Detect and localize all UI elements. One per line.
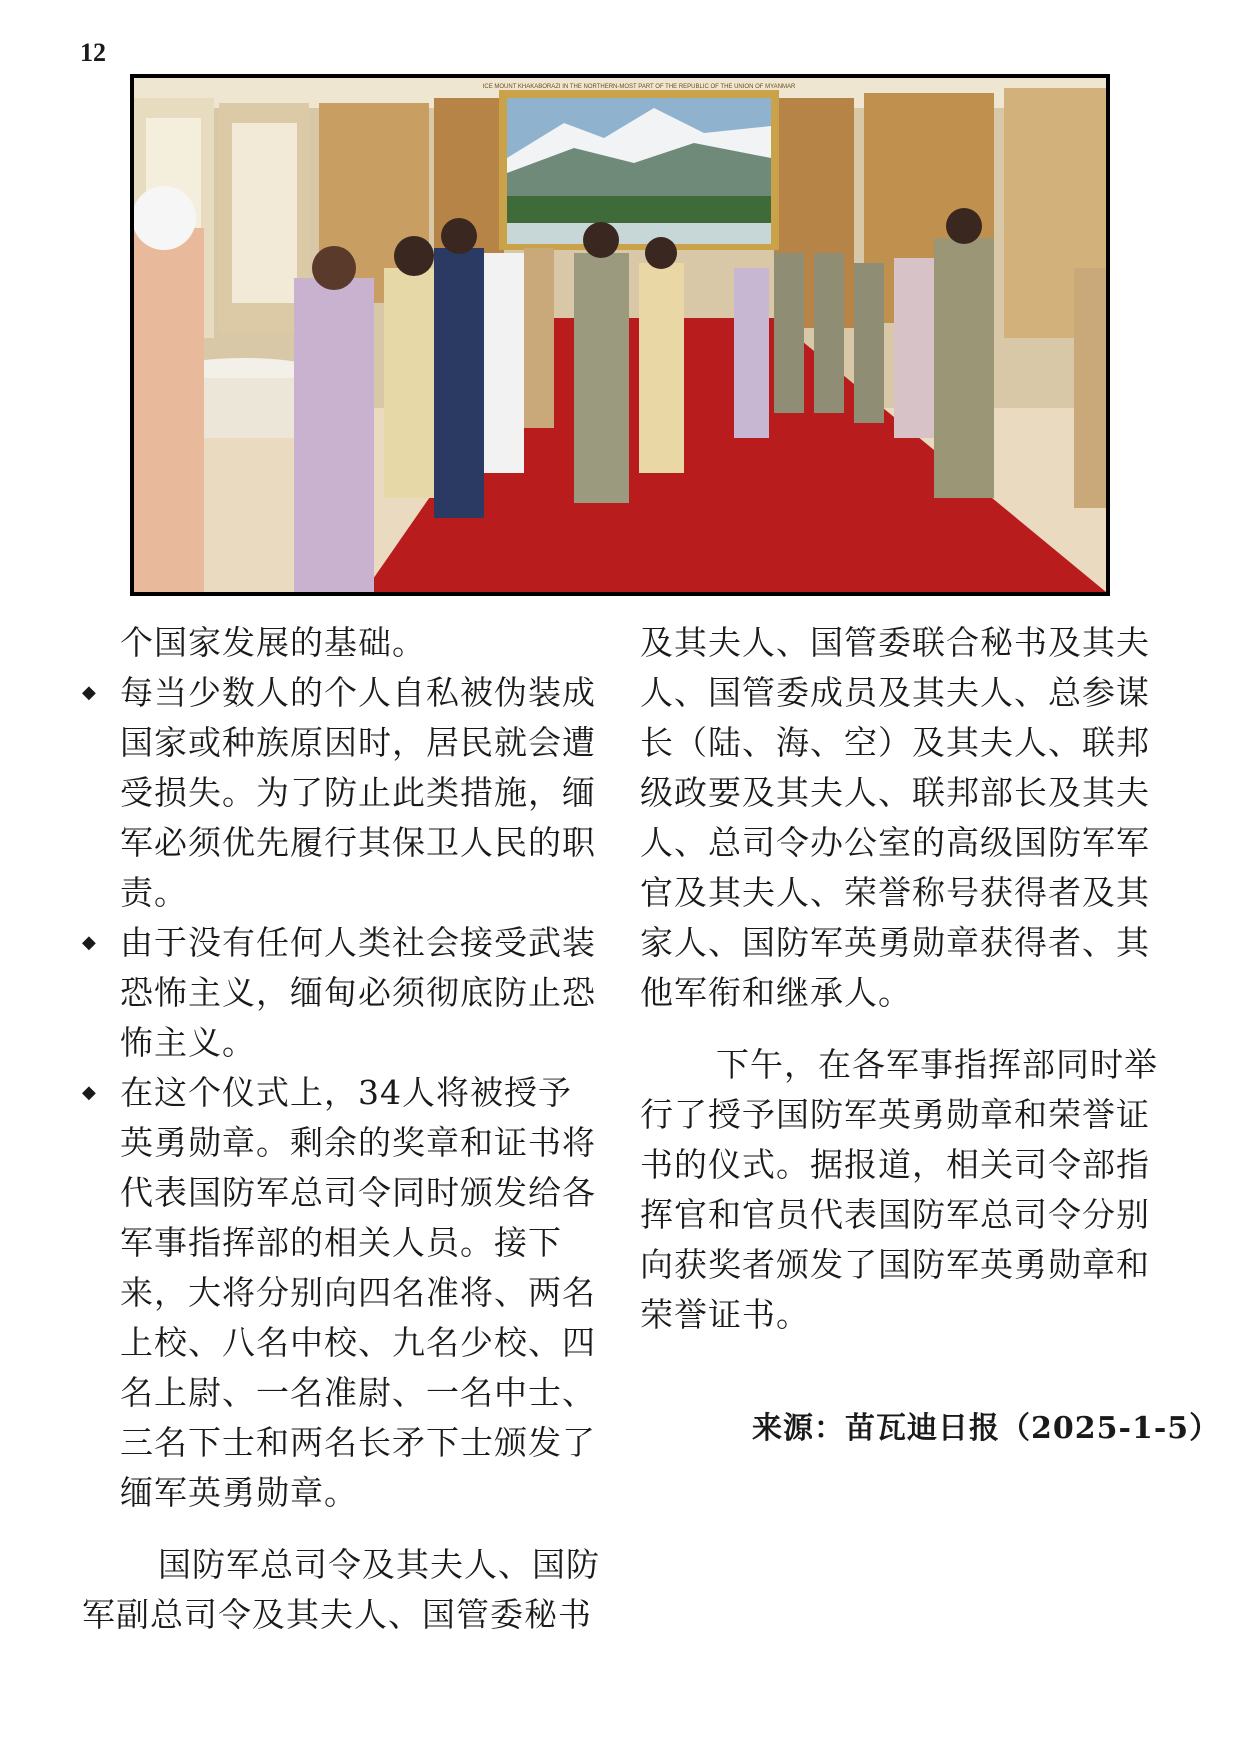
bullet-diamond-icon: ◆ xyxy=(82,1082,97,1103)
banner-text: ICE MOUNT KHAKABORAZI IN THE NORTHERN-MOST PART OF THE REPUBLIC OF THE UNION OF MYANMAR xyxy=(482,84,796,90)
bullet-item xyxy=(82,918,602,1068)
ceremony-photo-illustration xyxy=(134,78,1106,592)
page-number: 12 xyxy=(80,38,106,67)
right-column xyxy=(640,618,1160,1340)
left-column xyxy=(82,618,602,1640)
attendees-paragraph-cont: 及其夫人、国管委联合秘书及其夫人、国管委成员及其夫人、总参谋长（陆、海、空）及其夫人、联邦级政要及其夫人、联邦部长及其夫人、总司令办公室的高级国防军军官及其夫人、荣誉称号获得者及其家人、国防军英勇勋章获得者、其他军衔和继承人。 xyxy=(640,623,1150,1012)
bullet-item xyxy=(82,1068,602,1518)
bullet-text: 由于没有任何人类社会接受武装恐怖主义，缅甸必须彻底防止恐怖主义。 xyxy=(120,923,596,1062)
bullet-diamond-icon: ◆ xyxy=(82,932,97,953)
ceremony-photo xyxy=(130,74,1110,596)
bullet-item xyxy=(82,668,602,918)
afternoon-paragraph: 下午，在各军事指挥部同时举行了授予国防军英勇勋章和荣誉证书的仪式。据报道，相关司令部指挥官和官员代表国防军总司令分别向获奖者颁发了国防军英勇勋章和荣誉证书。 xyxy=(640,1045,1158,1334)
bullet-text: 每当少数人的个人自私被伪装成国家或种族原因时，居民就会遭受损失。为了防止此类措施，缅军必须优先履行其保卫人民的职责。 xyxy=(120,673,596,912)
bullet-text: 在这个仪式上，34人将被授予英勇勋章。剩余的奖章和证书将代表国防军总司令同时颁发给各军事指挥部的相关人员。接下来，大将分别向四名准将、两名上校、八名中校、九名少校、四名上尉、一名准尉、一名中士、三名下士和两名长矛下士颁发了缅军英勇勋章。 xyxy=(120,1073,596,1512)
source-credit: 来源：苗瓦迪日报（2025-1-5） xyxy=(752,1411,1221,1446)
attendees-paragraph-start: 国防军总司令及其夫人、国防军副总司令及其夫人、国管委秘书 xyxy=(82,1545,600,1634)
bullet-diamond-icon: ◆ xyxy=(82,682,97,703)
continued-text: 个国家发展的基础。 xyxy=(120,623,426,662)
